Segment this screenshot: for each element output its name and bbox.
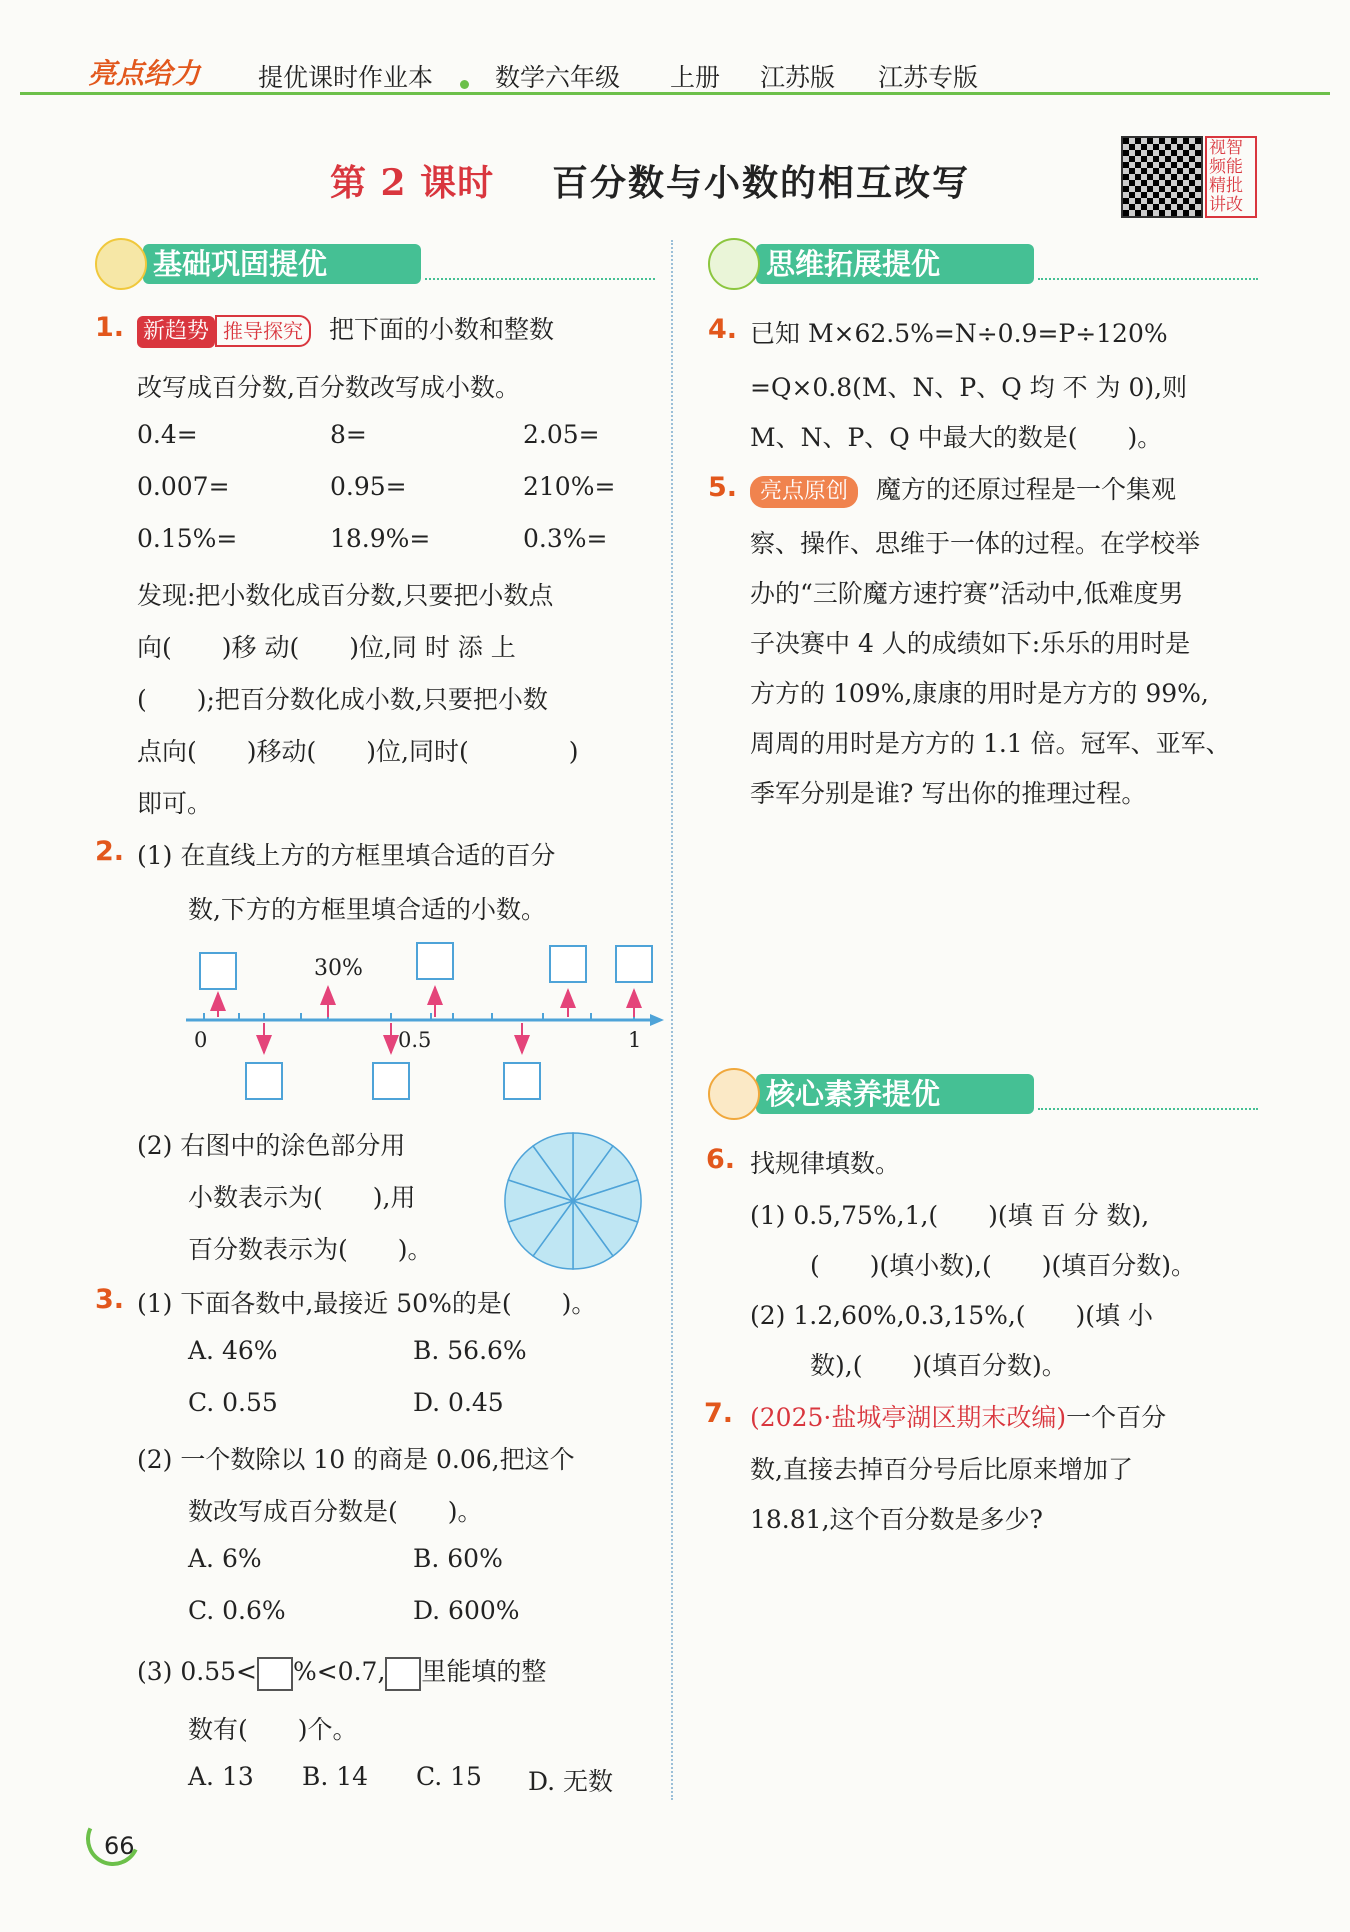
q1-stem: 把下面的小数和整数 — [328, 315, 554, 344]
q3-part2-line1: (2) 一个数除以 10 的商是 0.06,把这个 — [137, 1445, 575, 1474]
q7-line2: 数,直接去掉百分号后比原来增加了 — [750, 1455, 1133, 1484]
qr-tag — [1205, 136, 1257, 218]
question-number: 5. — [708, 472, 738, 503]
brand-logo: 亮点给力 — [88, 57, 201, 90]
column-divider — [671, 240, 673, 1800]
tick-label-0: 0 — [194, 1028, 208, 1052]
q6-part2-line1: (2) 1.2,60%,0.3,15%,( )(填 小 — [750, 1301, 1154, 1330]
explore-tag: 推导探究 — [215, 315, 311, 347]
q6-stem: 找规律填数。 — [750, 1149, 901, 1178]
section-title: 核心素养提优 — [766, 1077, 941, 1111]
option-b[interactable]: B. 56.6% — [413, 1336, 527, 1365]
option-a[interactable]: A. 46% — [188, 1336, 278, 1365]
sprout-badge-icon — [708, 238, 760, 290]
q1-finding: 即可。 — [137, 789, 213, 818]
decimal-answer-box[interactable] — [372, 1062, 410, 1100]
q1-cell: 0.007= — [137, 472, 230, 501]
option-c[interactable]: C. 15 — [416, 1762, 482, 1791]
section-title: 思维拓展提优 — [766, 247, 941, 281]
option-b[interactable]: B. 60% — [413, 1544, 503, 1573]
q3-part2-line2: 数改写成百分数是( )。 — [188, 1497, 483, 1526]
axis-arrow-icon — [650, 1014, 664, 1026]
q2-part2-line1: (2) 右图中的涂色部分用 — [137, 1131, 406, 1160]
q3-part3-line1 — [137, 1652, 546, 1691]
q1-finding: 向( )移 动( )位,同 时 添 上 — [137, 633, 516, 662]
qr-tag-char: 讲 — [1209, 195, 1226, 215]
q5-line: 周周的用时是方方的 1.1 倍。冠军、亚军、 — [750, 729, 1231, 758]
qr-tag-char: 频 — [1209, 157, 1226, 177]
q6-part2-line2: 数),( )(填百分数)。 — [810, 1351, 1067, 1380]
page-title: 百分数与小数的相互改写 — [552, 162, 971, 204]
fill-in-box[interactable] — [257, 1657, 293, 1691]
grade-label: 数学六年级 — [495, 63, 621, 92]
q7-line1 — [750, 1398, 1166, 1434]
trend-tag: 新趋势 — [137, 316, 215, 348]
percent-answer-box[interactable] — [199, 952, 237, 990]
qr-code-icon[interactable] — [1121, 136, 1203, 218]
percent-answer-box[interactable] — [615, 945, 653, 983]
question-number: 1. — [95, 312, 125, 343]
percent-answer-box[interactable] — [416, 942, 454, 980]
question-number: 7. — [704, 1398, 734, 1429]
percent-answer-box[interactable] — [549, 945, 587, 983]
q5-line: 子决赛中 4 人的成绩如下:乐乐的用时是 — [750, 629, 1191, 658]
q4-line: M、N、P、Q 中最大的数是( )。 — [750, 423, 1163, 452]
qr-tag-char: 能 — [1226, 157, 1243, 177]
q6-part1-line1: (1) 0.5,75%,1,( )(填 百 分 数), — [750, 1201, 1150, 1230]
q7-line3: 18.81,这个百分数是多少? — [750, 1505, 1043, 1534]
section-dots — [1038, 278, 1258, 280]
qr-tag-char: 改 — [1226, 195, 1243, 215]
q3-part1: (1) 下面各数中,最接近 50%的是( )。 — [137, 1289, 597, 1318]
question-number: 4. — [708, 314, 738, 345]
q1-cell: 2.05= — [523, 420, 600, 449]
page-number: 66 — [104, 1832, 135, 1860]
qr-tag-char: 视 — [1209, 138, 1226, 158]
q4-line: 已知 M×62.5%=N÷0.9=P÷120% — [750, 319, 1168, 348]
option-d[interactable]: D. 600% — [413, 1596, 520, 1625]
series-name: 提优课时作业本 — [258, 63, 434, 92]
option-b[interactable]: B. 14 — [302, 1762, 369, 1791]
option-a[interactable]: A. 13 — [188, 1762, 254, 1791]
q5-line: 办的“三阶魔方速拧赛”活动中,低难度男 — [750, 579, 1184, 608]
section-core — [708, 1072, 1258, 1116]
option-d[interactable]: D. 0.45 — [413, 1388, 504, 1417]
section-dots — [1038, 1108, 1258, 1110]
question-number: 2. — [95, 836, 125, 867]
section-dots — [425, 278, 655, 280]
section-title: 基础巩固提优 — [153, 247, 328, 281]
question-number: 6. — [706, 1144, 736, 1175]
q1-finding: 发现:把小数化成百分数,只要把小数点 — [137, 581, 554, 610]
section-thinking — [708, 242, 1258, 286]
q2-part2-line2: 小数表示为( ),用 — [188, 1183, 416, 1212]
label-30-percent: 30% — [314, 956, 363, 981]
question-number: 3. — [95, 1284, 125, 1315]
q2-part2-line3: 百分数表示为( )。 — [188, 1235, 433, 1264]
option-c[interactable]: C. 0.55 — [188, 1388, 278, 1417]
q1-cell: 8= — [330, 420, 367, 449]
tick-label-0-5: 0.5 — [398, 1028, 432, 1052]
q3-part3-line2: 数有( )个。 — [188, 1715, 358, 1744]
q1-stem-line2: 改写成百分数,百分数改写成小数。 — [137, 373, 520, 402]
q5-line1 — [750, 470, 1176, 508]
header-dot — [460, 80, 469, 89]
q2-part1-line2: 数,下方的方框里填合适的小数。 — [188, 895, 546, 924]
q1-cell: 0.4= — [137, 420, 198, 449]
q2-part1-line1: (1) 在直线上方的方框里填合适的百分 — [137, 841, 556, 870]
option-a[interactable]: A. 6% — [188, 1544, 262, 1573]
qr-tag-char: 精 — [1209, 176, 1226, 196]
q7-source: (2025·盐城亭湖区期末改编) — [750, 1403, 1067, 1432]
q1-finding: ( );把百分数化成小数,只要把小数 — [137, 685, 548, 714]
volume-label: 上册 — [670, 63, 721, 92]
q3-part3-text: 里能填的整 — [421, 1657, 547, 1686]
gear-badge-icon — [95, 238, 147, 290]
original-tag: 亮点原创 — [750, 476, 858, 508]
q1-cell: 0.15%= — [137, 524, 238, 553]
qr-tag-char: 批 — [1226, 176, 1243, 196]
q5-line: 方方的 109%,康康的用时是方方的 99%, — [750, 679, 1209, 708]
trophy-badge-icon — [708, 1068, 760, 1120]
q5-line: 察、操作、思维于一体的过程。在学校举 — [750, 529, 1201, 558]
q1-stem-line1 — [137, 310, 554, 348]
pie-slices — [505, 1133, 641, 1269]
q6-part1-line2: ( )(填小数),( )(填百分数)。 — [810, 1251, 1196, 1280]
shaded-circle-diagram — [500, 1128, 646, 1274]
section-basic — [95, 242, 655, 286]
q3-part3-text: (3) 0.55< — [137, 1657, 257, 1686]
decimal-answer-box[interactable] — [503, 1062, 541, 1100]
q1-cell: 0.3%= — [523, 524, 608, 553]
q1-cell: 18.9%= — [330, 524, 431, 553]
q7-text: 一个百分 — [1066, 1403, 1167, 1432]
q5-text: 魔方的还原过程是一个集观 — [875, 475, 1176, 504]
q1-cell: 210%= — [523, 472, 616, 501]
fill-in-box[interactable] — [385, 1657, 421, 1691]
tick-label-1: 1 — [628, 1028, 642, 1052]
q3-part3-text: %<0.7, — [292, 1657, 386, 1686]
q4-line: =Q×0.8(M、N、P、Q 均 不 为 0),则 — [750, 373, 1188, 402]
option-d[interactable]: D. 无数 — [528, 1767, 614, 1796]
q5-line: 季军分别是谁? 写出你的推理过程。 — [750, 779, 1147, 808]
edition-label: 江苏版 — [760, 63, 836, 92]
decimal-answer-box[interactable] — [245, 1062, 283, 1100]
option-c[interactable]: C. 0.6% — [188, 1596, 286, 1625]
qr-tag-char: 智 — [1226, 138, 1243, 158]
special-edition-label: 江苏专版 — [878, 63, 979, 92]
q1-finding: 点向( )移动( )位,同时( ) — [137, 737, 579, 766]
lesson-number: 第 2 课时 — [330, 162, 495, 204]
q1-cell: 0.95= — [330, 472, 407, 501]
